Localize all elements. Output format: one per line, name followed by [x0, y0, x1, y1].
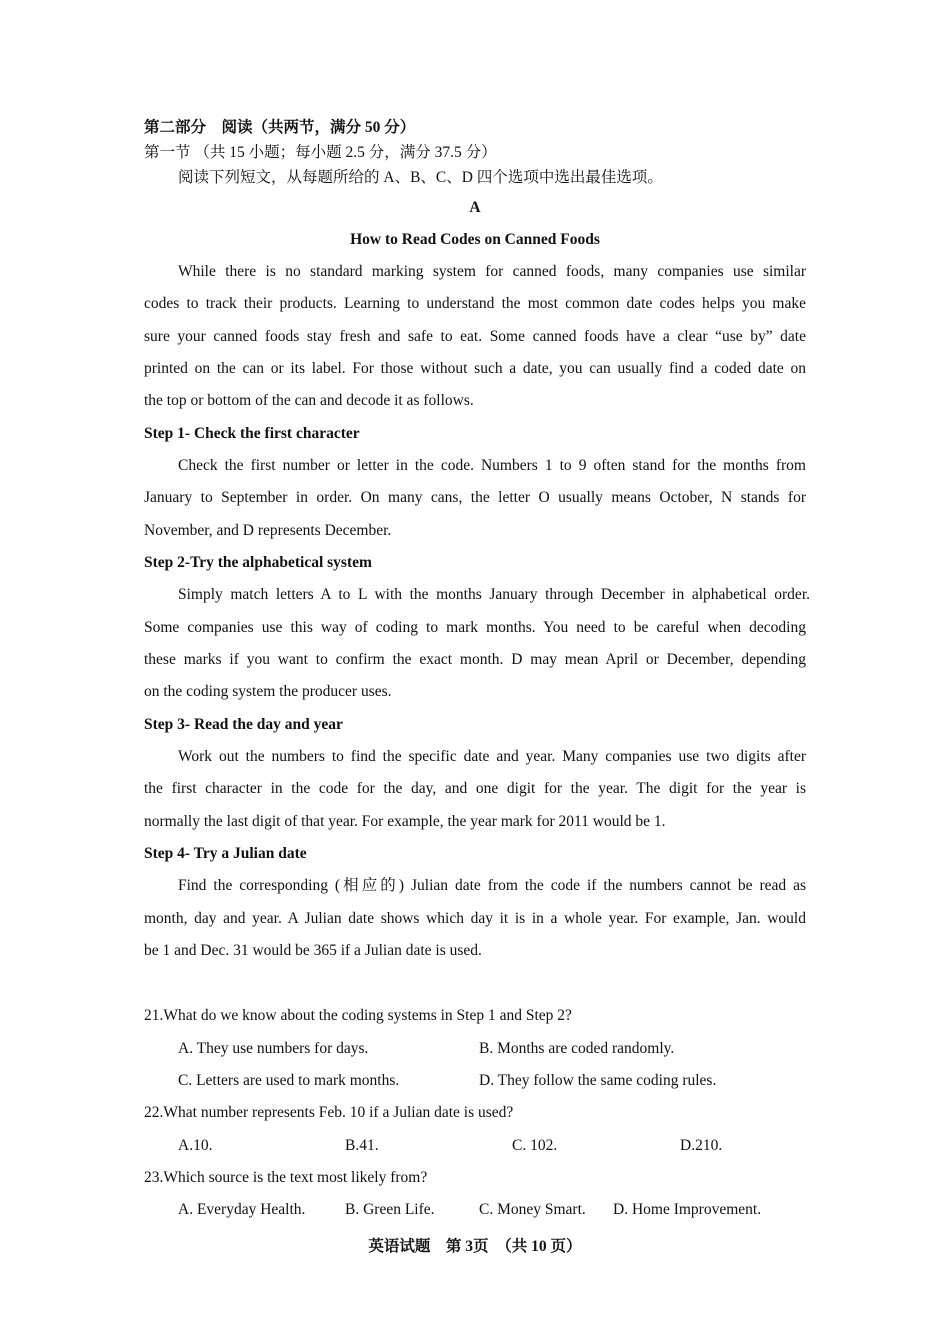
answer-option: A. Everyday Health.: [178, 1201, 306, 1218]
passage-title: How to Read Codes on Canned Foods: [350, 231, 600, 248]
step-line: Work out the numbers to find the specific date and year. Many companies use two digits after: [178, 748, 806, 765]
answer-option: D. They follow the same coding rules.: [479, 1072, 717, 1089]
question-stem: 22.What number represents Feb. 10 if a Julian date is used?: [144, 1104, 514, 1121]
question-stem: 21.What do we know about the coding systems in Step 1 and Step 2?: [144, 1007, 572, 1024]
step-line: Some companies use this way of coding to mark months. You need to be careful when decoding: [144, 619, 806, 636]
answer-option: D. Home Improvement.: [613, 1201, 762, 1218]
answer-option: C. Money Smart.: [479, 1201, 586, 1218]
step-line: normally the last digit of that year. For example, the year mark for 2011 would be 1.: [144, 813, 666, 830]
answer-option: B. Months are coded randomly.: [479, 1040, 675, 1057]
step-line: January to September in order. On many cans, the letter O usually means October, N stands for: [144, 489, 806, 506]
step-line: these marks if you want to confirm the exact month. D may mean April or December, depending: [144, 651, 806, 668]
intro-line: codes to track their products. Learning to understand the most common date codes helps you make: [144, 295, 806, 312]
intro-line: sure your canned foods stay fresh and safe to eat. Some canned foods have a clear “use by” date: [144, 328, 806, 345]
question-stem: 23.Which source is the text most likely from?: [144, 1169, 428, 1186]
section-instruction: 阅读下列短文，从每题所给的 A、B、C、D 四个选项中选出最佳选项。: [178, 169, 663, 186]
step-line: Find the corresponding (相应的) Julian date from the code if the numbers cannot be read as: [178, 877, 806, 894]
passage-letter: A: [469, 199, 481, 216]
step-line: on the coding system the producer uses.: [144, 683, 392, 700]
step-heading: Step 3- Read the day and year: [144, 716, 343, 733]
step-line: Simply match letters A to L with the months January through December in alphabetical order.: [178, 586, 810, 603]
answer-option: C. Letters are used to mark months.: [178, 1072, 400, 1089]
step-heading: Step 2-Try the alphabetical system: [144, 554, 372, 571]
step-heading: Step 4- Try a Julian date: [144, 845, 307, 862]
step-line: Check the first number or letter in the code. Numbers 1 to 9 often stand for the months from: [178, 457, 806, 474]
section-title: 第二部分 阅读（共两节，满分 50 分）: [144, 119, 416, 136]
page-footer: 英语试题 第 3页 （共 10 页）: [368, 1238, 582, 1255]
intro-line: printed on the can or its label. For those without such a date, you can usually find a coded date on: [144, 360, 806, 377]
answer-option: A. They use numbers for days.: [178, 1040, 369, 1057]
answer-option: D.210.: [680, 1137, 723, 1154]
step-line: month, day and year. A Julian date shows which day it is in a whole year. For example, Jan. would: [144, 910, 806, 927]
answer-option: A.10.: [178, 1137, 213, 1154]
answer-option: C. 102.: [512, 1137, 558, 1154]
step-line: be 1 and Dec. 31 would be 365 if a Julian date is used.: [144, 942, 482, 959]
intro-line: the top or bottom of the can and decode it as follows.: [144, 392, 474, 409]
step-line: the first character in the code for the day, and one digit for the year. The digit for the year is: [144, 780, 806, 797]
step-heading: Step 1- Check the first character: [144, 425, 360, 442]
step-line: November, and D represents December.: [144, 522, 392, 539]
answer-option: B.41.: [345, 1137, 379, 1154]
intro-line: While there is no standard marking system for canned foods, many companies use similar: [178, 263, 806, 280]
answer-option: B. Green Life.: [345, 1201, 435, 1218]
section-subtitle: 第一节 （共 15 小题；每小题 2.5 分，满分 37.5 分）: [144, 144, 497, 161]
